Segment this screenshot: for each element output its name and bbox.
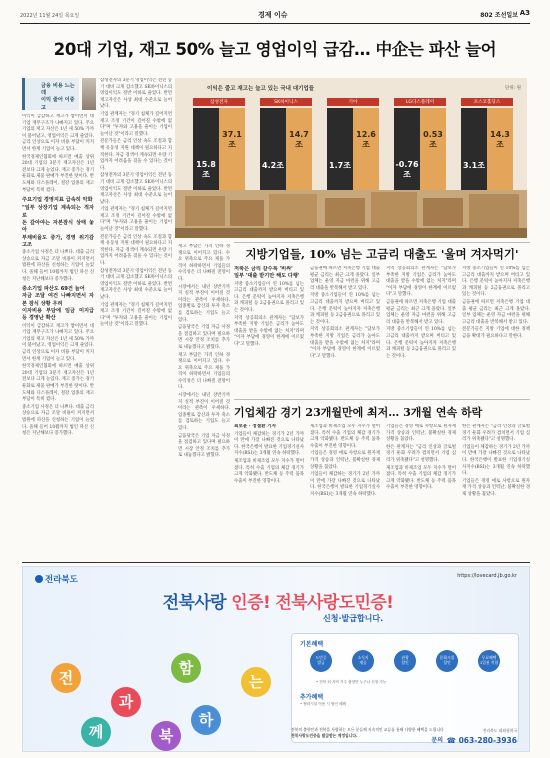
article-paragraph: 전문가들은 금리 인상 속도 조절과 함께 유동성 지원 대책이 필요하다고 지적한다. 자금 경색이 계속되면 우량 기업까지 어려움을 겪을 수 있다는 것이다. [100, 234, 172, 267]
infographic-title: 이익은 줄고 재고는 늘고 있는 국내 대기업들 [207, 86, 315, 92]
article-paragraph: 지방 중소기업들이 연 10%를 넘는 고금리 대출까지 받으며 버티고 있다. 은행 문턱이 높아지자 저축은행과 캐피털 등 2금융권으로 몰리고 있는 것이다. [386, 327, 456, 359]
profit-value: 4.2조 [262, 161, 284, 170]
profit-bar [327, 108, 353, 190]
benefit-badge: 소식지 제공 [352, 650, 374, 672]
advertisement [22, 566, 530, 752]
article-paragraph: 지역 상공회의소 관계자는 "담보가 부족한 지방 기업은 금리가 높아도 대출을 받을 수밖에 없는 처지"라며 "이자 부담에 경영이 한계에 이르렀다"고 말했다. [234, 315, 304, 347]
article-subhead: "일부 상장기업 계속되는 적자로 돈 갚아야는 자본잠식 상태 놓아 부채비율도 증가, 경영 위기감 고조 [22, 205, 94, 248]
article-paragraph: 지방 중소기업들이 연 10%를 넘는 고금리 대출까지 받으며 버티고 있다. 은행 문턱이 높아지자 저축은행과 캐피털 등 2금융권으로 몰리고 있는 것이다. [462, 266, 530, 298]
ad-logo [35, 573, 78, 585]
article-paragraph: 기업들이 체감하는 경기가 2년 가까이 만에 가장 나빠진 것으로 나타났다. 한국은행이 발표한 기업경기실사지수(BSI)는 3개월 연속 하락했다. [310, 472, 380, 497]
sidebar-box [22, 78, 79, 110]
inventory-value: 14.7조 [289, 130, 309, 149]
article-paragraph: 재고 부담은 가격 인하 경쟁으로 이어지고 있다. 수요 위축으로 주요 제품 가격이 하락하면서 기업들의 수익성은 더 나빠질 전망이다. [178, 244, 230, 282]
sub-article-column-2 [310, 266, 380, 396]
article-paragraph: 한은 관계자는 "금리 인상과 글로벌 경기 둔화 우려가 겹치면서 기업 심리가 위축됐다"고 설명했다. [462, 424, 530, 443]
ad-character-circle: 함 [171, 653, 201, 683]
masthead-date: 2022년 11월 24일 목요일 [20, 13, 80, 19]
profit-value: 15.8조 [196, 160, 216, 179]
inventory-value: 14.3조 [490, 130, 510, 149]
company-name-label: 기아 [327, 98, 379, 106]
ad-character-circle: 는 [241, 667, 271, 697]
infographic-unit: 단위: 원 [505, 86, 521, 91]
profit-bar [260, 108, 286, 190]
masthead-rule [20, 23, 530, 24]
article-paragraph: 기업들은 경영 애로 사항으로 원자재 가격 상승과 인력난, 불확실한 경제 상황을 꼽았다. [386, 424, 456, 443]
ad-character-circle: 전 [51, 663, 81, 693]
article-paragraph: 기업들은 경영 애로 사항으로 원자재 가격 상승과 인력난, 불확실한 경제 상황을 꼽았다. [310, 451, 380, 470]
company-name-label: 포스코홀딩스 [461, 98, 513, 106]
ad-footer-a: 전북의 출향인과 전북을 사랑하는 모든 분들께 지속적인 교류를 통해 다양한 혜택을 드립니다 [291, 727, 444, 732]
article-paragraph: 금융권에 따르면 저축은행 기업 대출 평균 금리는 최근 크게 올랐다. 일부 업체는 운영 자금 마련을 위해 고금리 대출을 반복해서 받고 있다. [310, 266, 380, 291]
masthead-section: 경제 이슈 [258, 11, 288, 19]
company-stat-box [327, 108, 379, 190]
masthead [20, 8, 530, 26]
article-paragraph: 시장에서는 내년 상반기까지 실적 부진이 이어질 것이라는 관측이 우세하다. 업종별로 감산과 투자 축소를 검토하는 기업도 늘고 있다. [178, 284, 230, 323]
article-paragraph: 금융권에 따르면 저축은행 기업 대출 평균 금리는 최근 크게 올랐다. 일부 업체는 운영 자금 마련을 위해 고금리 대출을 반복해서 받고 있다. [462, 299, 530, 325]
ad-url[interactable]: https://lovecard.jb.go.kr [457, 573, 517, 579]
article-subhead: 중소기업 파산도 69건 늘어 자금 조달 여건 나빠지면서 자본 잠식 상황 우려 이자비용 부담에 임금 미지급 등 경영난 확산 [22, 286, 94, 322]
main-headline: 20대 기업, 재고 50% 늘고 영업이익 급감… 中企는 파산 늘어 [53, 40, 497, 59]
ad-character-circle: 하 [191, 705, 221, 735]
sub-article-subhead: 저축은 금리 갈수록 '비싸' 일부 '대출 받기만 해도 다행' [234, 266, 300, 280]
company-stat-box [260, 108, 312, 190]
article-paragraph: 지방 중소기업들이 연 10%를 넘는 고금리 대출까지 받으며 버티고 있다. 은행 문턱이 높아지자 저축은행과 캐피털 등 2금융권으로 몰리고 있는 것이다. [234, 281, 304, 313]
masthead-paper: 802 조선일보 [480, 12, 518, 19]
bottom-article-column-1 [234, 424, 304, 560]
jeonbuk-logo-icon [35, 575, 43, 583]
article-paragraph: 삼성전자의 3분기 영업이익은 전년 동기 대비 크게 감소했고 SK하이닉스의 영업이익도 절반 이하로 줄었다. 반면 재고자산은 사상 최대 수준으로 늘어났다. [100, 268, 172, 300]
profit-value: 3.1조 [463, 161, 485, 170]
article-paragraph: 제조업과 비제조업 모두 지수가 떨어졌다. 특히 수출 기업의 체감 경기가 크게 악화됐다. 반도체 등 주력 품목 수출이 부진한 영향이다. [234, 458, 304, 484]
sub-article-column-1 [234, 266, 304, 396]
benefit-badge: 관광 할인 [394, 650, 416, 672]
company-stat-box [193, 108, 245, 190]
ad-logo-text: 전라북도 [45, 575, 78, 585]
sidebar-box-title: 금융 비용 느는데 이익 줄어 이중고 [41, 83, 75, 111]
inventory-value: 12.6조 [356, 130, 376, 149]
section-divider [234, 399, 530, 400]
bottom-article-column-2 [310, 424, 380, 560]
ad-footer-b: 전북사랑도민증을 발급받는 계정입니다. [291, 733, 358, 738]
ad-contact-phone[interactable]: ☎ 063-280-3936 [446, 736, 517, 745]
article-paragraph: 한국경제인협회에 따르면 매출 상위 20대 기업의 3분기 재고자산은 1년 전보다 크게 늘었다. 재고 증가는 경기 둔화로 제품 판매가 부진한 탓이다. 반도체와 디스플레이, 철강 업종의 재고 부담이 특히 컸다. [22, 154, 94, 193]
article-paragraph: 이익이 급감하고 재고가 쌓이면서 대기업 재무구조가 나빠지고 있다. 주요 기업의 재고 자산은 1년 새 50% 가까이 불어났고, 영업이익은 크게 줄었다. 금리 인상으로 이자 비용 부담이 커지면서 한계 기업이 늘고 있다. [22, 114, 94, 152]
article-paragraph: 전문가들은 지방 기업에 대한 정책 금융 확대가 필요하다고 말한다. [462, 327, 530, 339]
article-paragraph: 이익이 급감하고 재고가 쌓이면서 대기업 재무구조가 나빠지고 있다. 주요 기업의 재고 자산은 1년 새 50% 가까이 불어났고, 영업이익은 크게 줄었다. 금리 인상으로 이자 비용 부담이 커지면서 한계 기업이 늘고 있다. [22, 323, 94, 362]
ad-main-slogan [63, 588, 493, 613]
company-stat-box [461, 108, 513, 190]
article-paragraph: 기업들이 체감하는 경기가 2년 가까이 만에 가장 나빠진 것으로 나타났다. 한국은행이 발표한 기업경기실사지수(BSI)는 3개월 연속 하락했다. [234, 431, 304, 457]
extra-benefit-text: • 협력시설 이용 시 할인 혜택 [300, 702, 347, 706]
ad-character-circle: 과 [111, 687, 141, 717]
ad-main-slogan-b: 인증! 전북사랑도민증! [231, 593, 394, 613]
profit-value: -0.76조 [395, 160, 419, 179]
company-name-label: LG디스플레이 [394, 98, 446, 106]
ad-subtitle: 신청·발급합니다. [323, 614, 384, 623]
ad-character-circle: 께 [81, 717, 111, 747]
benefit-badge: 문화시설 할인 [436, 650, 458, 672]
bottom-article-headline: 기업체감 경기 23개월만에 최저… 3개월 연속 하락 [234, 406, 483, 419]
sub-article-headline: 지방기업들, 10% 넘는 고금리 대출도 '울며 겨자먹기' [245, 247, 519, 261]
article-paragraph: 한은 관계자는 "금리 인상과 글로벌 경기 둔화 우려가 겹치면서 기업 심리가 위축됐다"고 설명했다. [386, 444, 456, 463]
article-subhead: 주요기업 경영지표 급속히 악화 [22, 197, 93, 204]
article-paragraph: 지역 상공회의소 관계자는 "담보가 부족한 지방 기업은 금리가 높아도 대출을 받을 수밖에 없는 처지"라며 "이자 부담에 경영이 한계에 이르렀다"고 말했다. [310, 327, 380, 359]
infographic [175, 78, 527, 238]
article-paragraph: 삼성전자의 3분기 영업이익은 전년 동기 대비 크게 감소했고 SK하이닉스의 영업이익도 절반 이하로 줄었다. 반면 재고자산은 사상 최대 수준으로 늘어났다. [100, 78, 172, 110]
inventory-value: 37.1조 [222, 130, 242, 149]
sub-article-column-3 [386, 266, 456, 396]
benefit-badge: 무료혜택 1일권 적립 [478, 650, 500, 672]
article-paragraph: 지방 중소기업들이 연 10%를 넘는 고금리 대출까지 받으며 버티고 있다. 은행 문턱이 높아지자 저축은행과 캐피털 등 2금융권으로 몰리고 있는 것이다. [310, 293, 380, 325]
ad-contact-label: 문의 [431, 737, 443, 744]
ad-character-circle: 북 [151, 721, 181, 751]
company-name-label: 삼성전자 [193, 98, 245, 106]
article-paragraph: 기업들은 경영 애로 사항으로 원자재 가격 상승과 인력난, 불확실한 경제 상황을 꼽았다. [462, 478, 530, 497]
profit-value: 1.7조 [329, 161, 351, 170]
company-name-label: SK하이닉스 [260, 98, 312, 106]
profit-bar [461, 108, 487, 190]
inventory-value: 0.53조 [423, 130, 443, 149]
ad-organization: 전라북도 대외협력국 [482, 728, 517, 733]
article-paragraph: 재고 부담은 가격 인하 경쟁으로 이어지고 있다. 수요 위축으로 주요 제품 가격이 하락하면서 기업들의 수익성은 더 나빠질 전망이다. [178, 352, 230, 391]
company-stat-box [394, 108, 446, 190]
article-paragraph: 금융권에 따르면 저축은행 기업 대출 평균 금리는 최근 크게 올랐다. 일부 업체는 운영 자금 마련을 위해 고금리 대출을 반복해서 받고 있다. [386, 299, 456, 325]
article-paragraph: 한국경제인협회에 따르면 매출 상위 20대 기업의 3분기 재고자산은 1년 전보다 크게 늘었다. 재고 증가는 경기 둔화로 제품 판매가 부진한 탓이다. 반도체와 디스플레이, 철강 업종의 재고 부담이 특히 컸다. [22, 364, 94, 403]
article-paragraph: 기업 관계자는 "경기 침체가 길어지면 재고 조정 기간이 길어질 수밖에 없다"며 "투자와 고용을 줄이는 기업이 늘어날 것"이라고 말했다. [100, 111, 172, 137]
extra-benefit-label: 추가혜택 [300, 694, 324, 701]
section-divider [234, 242, 530, 243]
basic-benefit-label: 기본혜택 [300, 641, 324, 648]
ad-footer [291, 727, 444, 739]
article-paragraph: 중소기업 사정은 더 나쁘다. 대출 금리 상승으로 자금 조달 비용이 커지면서 법원에 파산을 신청하는 기업이 늘었다. 올해 들어 10월까지 법인 파산 신청은 지난해보다 증가했다. [22, 250, 94, 282]
article-paragraph: 삼성전자의 3분기 영업이익은 전년 동기 대비 크게 감소했고 SK하이닉스의 영업이익도 절반 이하로 줄었다. 반면 재고자산은 사상 최대 수준으로 늘어났다. [100, 173, 172, 205]
article-column-1 [22, 114, 94, 560]
masthead-page-number: A3 [519, 9, 530, 17]
reporter-photo [82, 78, 96, 110]
article-paragraph: 기업들이 체감하는 경기가 2년 가까이 만에 가장 나빠진 것으로 나타났다. 한국은행이 발표한 기업경기실사지수(BSI)는 3개월 연속 하락했다. [462, 444, 530, 477]
article-paragraph: 제조업과 비제조업 모두 지수가 떨어졌다. 특히 수출 기업의 체감 경기가 크게 악화됐다. 반도체 등 주력 품목 수출이 부진한 영향이다. [386, 465, 456, 491]
article-paragraph: 기업 관계자는 "경기 침체가 길어지면 재고 조정 기간이 길어질 수밖에 없다"며 "투자와 고용을 줄이는 기업이 늘어날 것"이라고 말했다. [100, 302, 172, 328]
ad-note: • 전북 외 지역 거주 출향민 누구나 신청 가능 [316, 680, 387, 684]
bottom-article-column-3 [386, 424, 456, 560]
article-paragraph: 금융당국은 기업 자금 사정을 점검하고 있다며 필요하면 시장 안정 조치를 추가로 내놓겠다고 밝혔다. [178, 325, 230, 350]
article-paragraph: 기업 관계자는 "경기 침체가 길어지면 재고 조정 기간이 길어질 수밖에 없다"며 "투자와 고용을 줄이는 기업이 늘어날 것"이라고 말했다. [100, 207, 172, 233]
article-paragraph: 중소기업 사정은 더 나쁘다. 대출 금리 상승으로 자금 조달 비용이 커지면서 법원에 파산을 신청하는 기업이 늘었다. 올해 들어 10월까지 법인 파산 신청은 지난해보다 증가했다. [22, 404, 94, 437]
ad-divider [22, 562, 530, 563]
article-paragraph: 시장에서는 내년 상반기까지 실적 부진이 이어질 것이라는 관측이 우세하다. 업종별로 감산과 투자 축소를 검토하는 기업도 늘고 있다. [178, 393, 230, 432]
sub-article-column-4 [462, 266, 530, 396]
article-paragraph: 전문가들은 금리 인상 속도 조절과 함께 유동성 지원 대책이 필요하다고 지적한다. 자금 경색이 계속되면 우량 기업까지 어려움을 겪을 수 있다는 것이다. [100, 139, 172, 171]
bottom-article-column-4 [462, 424, 530, 560]
benefit-badge: 도민증 발급 [310, 650, 332, 672]
article-column-3 [178, 244, 230, 560]
ad-character-circles [41, 633, 291, 745]
article-byline: 최보윤 · 정철환 기자 [234, 424, 277, 429]
article-paragraph: 금융당국은 기업 자금 사정을 점검하고 있다며 필요하면 시장 안정 조치를 추가로 내놓겠다고 밝혔다. [178, 433, 230, 459]
article-paragraph: 제조업과 비제조업 모두 지수가 떨어졌다. 특히 수출 기업의 체감 경기가 크게 악화됐다. 반도체 등 주력 품목 수출이 부진한 영향이다. [310, 424, 380, 449]
article-column-2 [100, 78, 172, 560]
article-paragraph: 지역 상공회의소 관계자는 "담보가 부족한 지방 기업은 금리가 높아도 대출을 받을 수밖에 없는 처지"라며 "이자 부담에 경영이 한계에 이르렀다"고 말했다. [386, 266, 456, 298]
ad-main-slogan-a: 전북사랑 [162, 593, 226, 613]
